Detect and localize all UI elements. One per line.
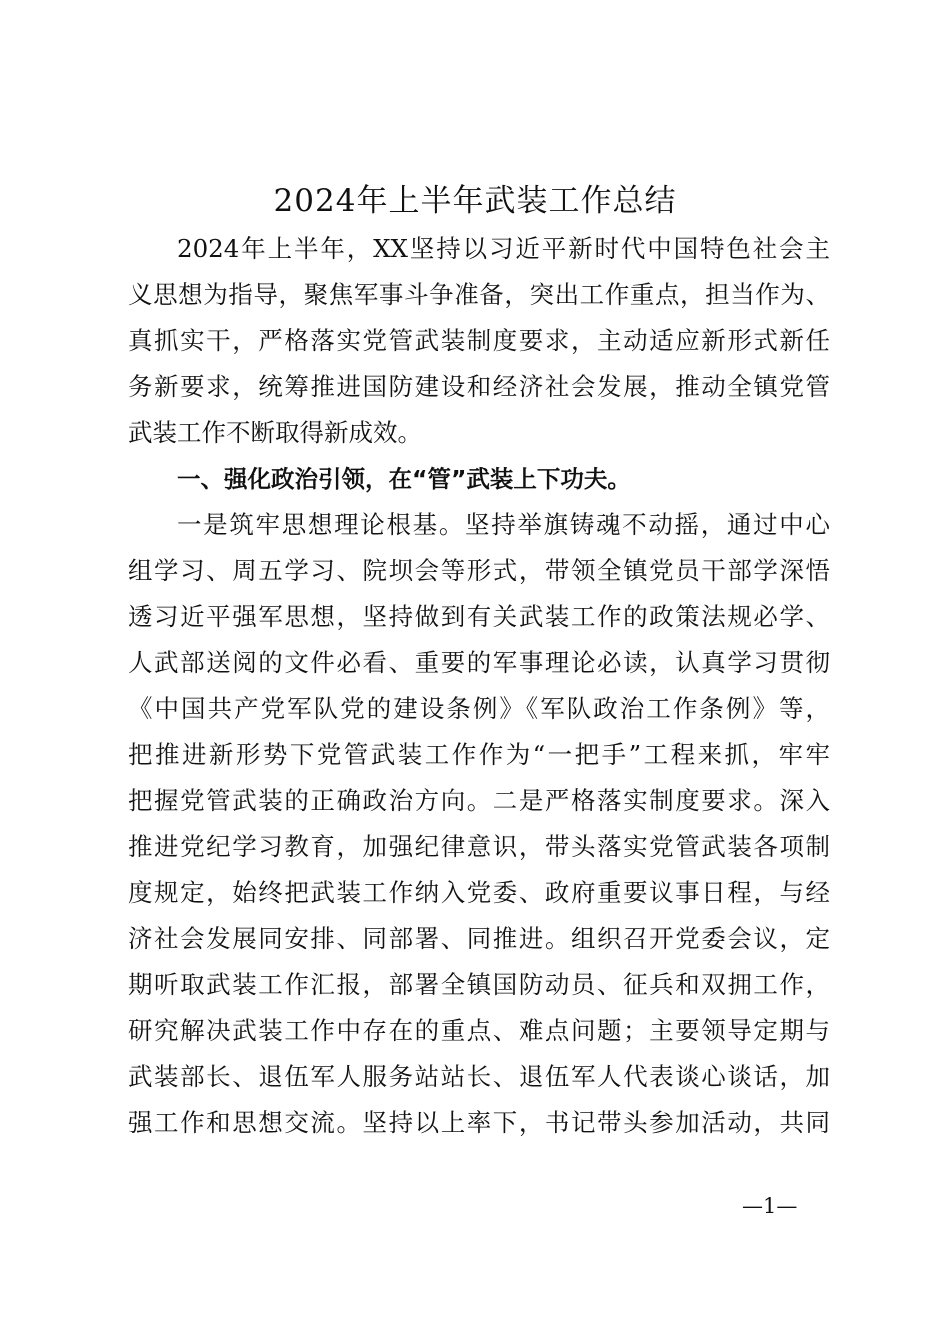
text-line: 人武部送阅的文件必看、重要的军事理论必读，认真学习贯彻 xyxy=(128,648,830,677)
text-line: 济社会发展同安排、同部署、同推进。组织召开党委会议，定 xyxy=(128,924,830,953)
page-number: —1— xyxy=(742,1194,798,1218)
text-line: 期听取武装工作汇报，部署全镇国防动员、征兵和双拥工作， xyxy=(128,970,830,999)
text-line: 推进党纪学习教育，加强纪律意识，带头落实党管武装各项制 xyxy=(128,832,830,861)
text-line: 研究解决武装工作中存在的重点、难点问题；主要领导定期与 xyxy=(128,1016,830,1045)
text-line: 把握党管武装的正确政治方向。二是严格落实制度要求。深入 xyxy=(128,786,830,815)
section-heading: 一、强化政治引领，在“管”武装上下功夫。 xyxy=(177,465,631,493)
text-line: 组学习、周五学习、院坝会等形式，带领全镇党员干部学深悟 xyxy=(128,556,830,585)
text-line: 度规定，始终把武装工作纳入党委、政府重要议事日程，与经 xyxy=(128,878,830,907)
text-line: 2024年上半年，XX坚持以习近平新时代中国特色社会主 xyxy=(177,234,830,263)
text-line: 武装工作不断取得新成效。 xyxy=(128,418,422,447)
text-line: 《中国共产党军队党的建设条例》《军队政治工作条例》等， xyxy=(128,694,830,723)
text-line: 真抓实干，严格落实党管武装制度要求，主动适应新形式新任 xyxy=(128,326,830,355)
text-line: 透习近平强军思想，坚持做到有关武装工作的政策法规必学、 xyxy=(128,602,830,631)
text-line: 一是筑牢思想理论根基。坚持举旗铸魂不动摇，通过中心 xyxy=(177,510,830,539)
page-title: 2024年上半年武装工作总结 xyxy=(273,183,677,219)
text-line: 强工作和思想交流。坚持以上率下，书记带头参加活动，共同 xyxy=(128,1108,830,1137)
text-line: 武装部长、退伍军人服务站站长、退伍军人代表谈心谈话，加 xyxy=(128,1062,830,1091)
document-body xyxy=(128,226,830,1146)
text-line: 把推进新形势下党管武装工作作为“一把手”工程来抓，牢牢 xyxy=(128,740,830,769)
text-line: 务新要求，统筹推进国防建设和经济社会发展，推动全镇党管 xyxy=(128,372,830,401)
text-line: 义思想为指导，聚焦军事斗争准备，突出工作重点，担当作为、 xyxy=(128,280,830,309)
